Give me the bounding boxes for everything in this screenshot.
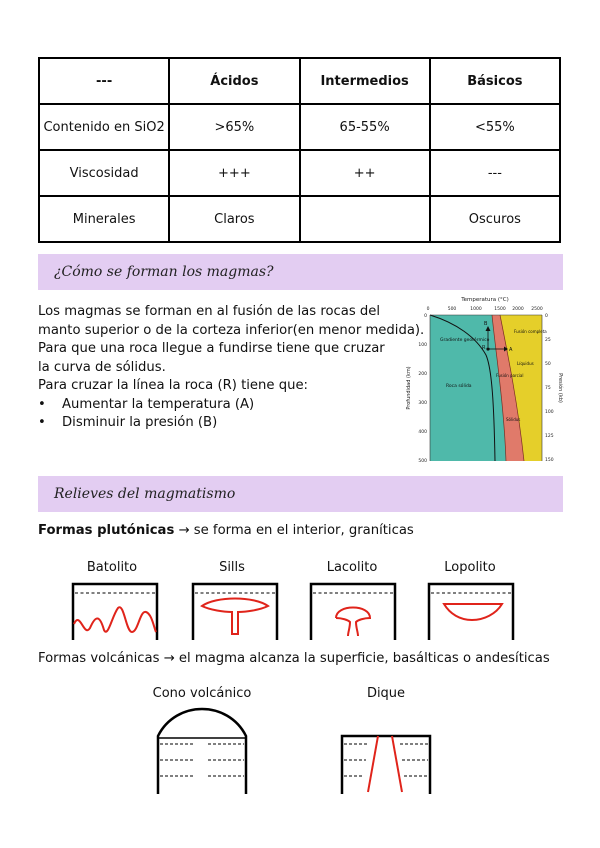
- plutonic-label: Formas plutónicas: [38, 523, 175, 538]
- depth-tick-label: 300: [418, 401, 427, 406]
- table-cell: Viscosidad: [39, 150, 169, 196]
- magma-properties-table: [38, 57, 561, 243]
- pressure-tick-label: 25: [545, 338, 551, 343]
- lacolito-label: Lacolito: [326, 560, 378, 575]
- x-tick-label: 2000: [512, 307, 524, 312]
- section-header-relieves: [38, 476, 563, 512]
- lopolito-label: Lopolito: [444, 560, 496, 575]
- table-cell: Oscuros: [430, 196, 560, 242]
- sills-magma-shape: [202, 599, 268, 635]
- point-r-label: R: [482, 345, 486, 351]
- phase-diagram: [396, 295, 562, 467]
- cono-volcanico-label: Cono volcánico: [152, 686, 252, 701]
- liquidus-label: Líquidus: [517, 361, 534, 366]
- sills-label: Sills: [219, 560, 245, 575]
- partial-melt-label: Fusión parcial: [496, 373, 524, 378]
- pressure-tick-label: 75: [545, 386, 551, 391]
- depth-tick-label: 0: [424, 314, 427, 319]
- plutonic-forms-text: [38, 522, 568, 541]
- table-cell: Contenido en SiO2: [39, 104, 169, 150]
- paragraph-line: Los magmas se forman en al fusión de las rocas del: [38, 304, 381, 319]
- depth-tick-label: 100: [418, 343, 427, 348]
- table-cell: >65%: [169, 104, 299, 150]
- bullet-list: [38, 396, 423, 433]
- pressure-axis-label: Presión (kb): [557, 373, 563, 403]
- table-cell: <55%: [430, 104, 560, 150]
- x-tick-label: 500: [447, 307, 457, 312]
- table-cell: Minerales: [39, 196, 169, 242]
- batolito-magma-shape: [74, 607, 156, 632]
- table-header-cell: Intermedios: [300, 58, 430, 104]
- lacolito-magma-shape: [336, 608, 370, 637]
- table-header-cell: Ácidos: [169, 58, 299, 104]
- x-tick-label: 1000: [470, 307, 482, 312]
- diagram-title: Temperatura (°C): [461, 297, 509, 303]
- dique-diagram: [338, 730, 434, 794]
- point-b-label: B: [484, 321, 488, 327]
- dique-label: Dique: [366, 686, 406, 701]
- paragraph-line: la curva de sólidus.: [38, 359, 166, 375]
- table-cell: +++: [169, 150, 299, 196]
- depth-tick-label: 500: [418, 459, 427, 464]
- paragraph-line: Para que una roca llegue a fundirse tiene que cruzar: [38, 341, 385, 356]
- pressure-tick-label: 50: [545, 362, 551, 367]
- pressure-tick-label: 125: [545, 434, 554, 439]
- table-header-row: [39, 58, 560, 104]
- paragraph-line: manto superior o de la corteza inferior(en menor medida).: [38, 322, 425, 338]
- pressure-tick-label: 150: [545, 458, 554, 463]
- gradient-label: Gradiente geotérmico: [440, 338, 490, 343]
- point-a-label: A: [509, 347, 513, 353]
- sills-diagram: [190, 580, 280, 640]
- list-item: • Aumentar la temperatura (A): [38, 396, 423, 415]
- x-tick-label: 0: [426, 307, 430, 312]
- table-cell: Claros: [169, 196, 299, 242]
- table-row: [39, 150, 560, 196]
- table-row: [39, 196, 560, 242]
- total-melt-label: Fusión completa: [514, 329, 547, 334]
- section-header-magma-formation: [38, 254, 563, 290]
- section-title: Relieves del magmatismo: [54, 486, 236, 502]
- table-cell: ++: [300, 150, 430, 196]
- batolito-label: Batolito: [86, 560, 138, 575]
- table-cell: 65-55%: [300, 104, 430, 150]
- cono-volcanico-diagram: [154, 706, 250, 794]
- magma-formation-text: [38, 303, 423, 433]
- depth-tick-label: 200: [418, 372, 427, 377]
- section-title: ¿Cómo se forman los magmas?: [54, 264, 274, 280]
- table-row: [39, 104, 560, 150]
- pressure-tick-label: 0: [545, 314, 548, 319]
- batolito-diagram: [70, 580, 160, 640]
- volcanic-forms-text: Formas volcánicas → el magma alcanza la superficie, basálticas o andesíticas: [38, 651, 550, 666]
- solidus-label: Sólidus: [506, 417, 521, 422]
- lopolito-diagram: [426, 580, 516, 640]
- x-tick-label: 1500: [494, 307, 506, 312]
- lacolito-diagram: [308, 580, 398, 640]
- depth-axis-label: Profundidad (km): [406, 366, 412, 410]
- table-cell: [300, 196, 430, 242]
- table-header-cell: Básicos: [430, 58, 560, 104]
- dique-left-wall: [368, 736, 378, 792]
- table-cell: ---: [430, 150, 560, 196]
- plutonic-description: → se forma en el interior, graníticas: [174, 523, 414, 538]
- solid-rock-label: Roca sólida: [446, 384, 472, 389]
- paragraph-line: Para cruzar la línea la roca (R) tiene que:: [38, 378, 308, 393]
- list-item: • Disminuir la presión (B): [38, 414, 423, 433]
- lopolito-magma-shape: [444, 604, 502, 620]
- pressure-tick-label: 100: [545, 410, 554, 415]
- table-header-cell: ---: [39, 58, 169, 104]
- x-tick-label: 2500: [531, 307, 543, 312]
- depth-tick-label: 400: [418, 430, 427, 435]
